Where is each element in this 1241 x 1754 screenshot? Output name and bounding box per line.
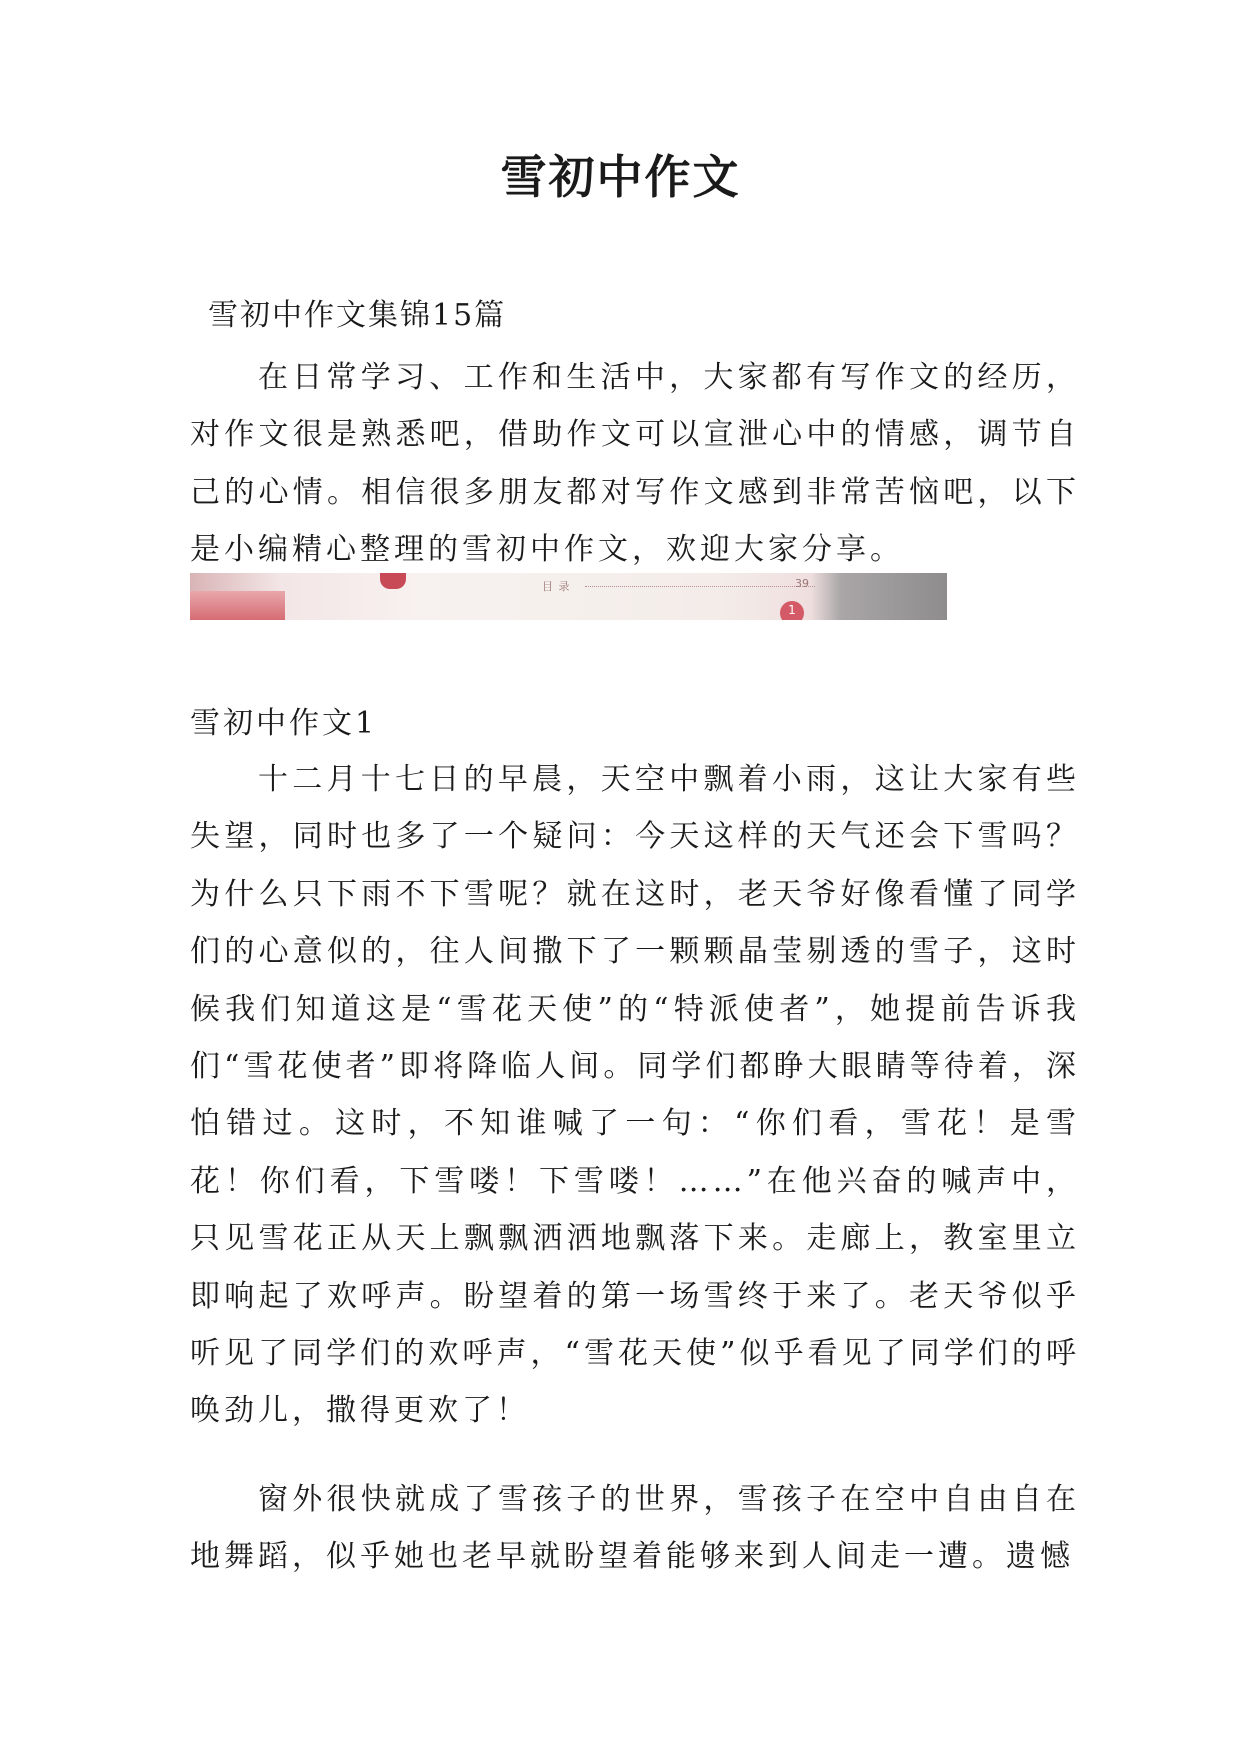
section-heading: 雪初中作文1 <box>190 706 378 741</box>
photo-page-number: 39 <box>795 577 809 590</box>
embedded-photo-strip <box>190 573 947 620</box>
section-paragraph: 窗外很快就成了雪孩子的世界，雪孩子在空中自由自在地舞蹈，似乎她也老早就盼望着能够来到人间走一遭。遗憾 <box>190 1482 1080 1575</box>
intro-paragraph: 在日常学习、工作和生活中，大家都有写作文的经历，对作文很是熟悉吧，借助作文可以宣泄心中的情感，调节自己的心情。相信很多朋友都对写作文感到非常苦恼吧，以下是小编精心整理的雪初中作文，欢迎大家分享。 <box>190 360 1080 568</box>
photo-red-mark <box>380 573 406 589</box>
section-paragraph: 十二月十七日的早晨，天空中飘着小雨，这让大家有些失望，同时也多了一个疑问：今天这样的天气还会下雪吗？为什么只下雨不下雪呢？就在这时，老天爷好像看懂了同学们的心意似的，往人间撒下了一颗颗晶莹剔透的雪子，这时候我们知道这是“雪花天使”的“特派使者”，她提前告诉我们“雪花使者”即将降临人间。同学们都睁大眼睛等待着，深怕错过。这时，不知谁喊了一句：“你们看，雪花！是雪花！你们看，下雪喽！下雪喽！……”在他兴奋的喊声中，只见雪花正从天上飘飘洒洒地飘落下来。走廊上，教室里立即响起了欢呼声。盼望着的第一场雪终于来了。老天爷似乎听见了同学们的欢呼声，“雪花天使”似乎看见了同学们的呼唤劲儿，撒得更欢了！ <box>190 762 1080 1429</box>
photo-caption-text: 目 录 <box>542 580 571 593</box>
document-title: 雪初中作文 <box>500 150 741 204</box>
photo-red-block <box>190 591 285 620</box>
photo-red-badge: 1 <box>780 601 804 620</box>
document-subtitle: 雪初中作文集锦15篇 <box>208 298 507 333</box>
photo-dotted-leader <box>585 586 815 587</box>
